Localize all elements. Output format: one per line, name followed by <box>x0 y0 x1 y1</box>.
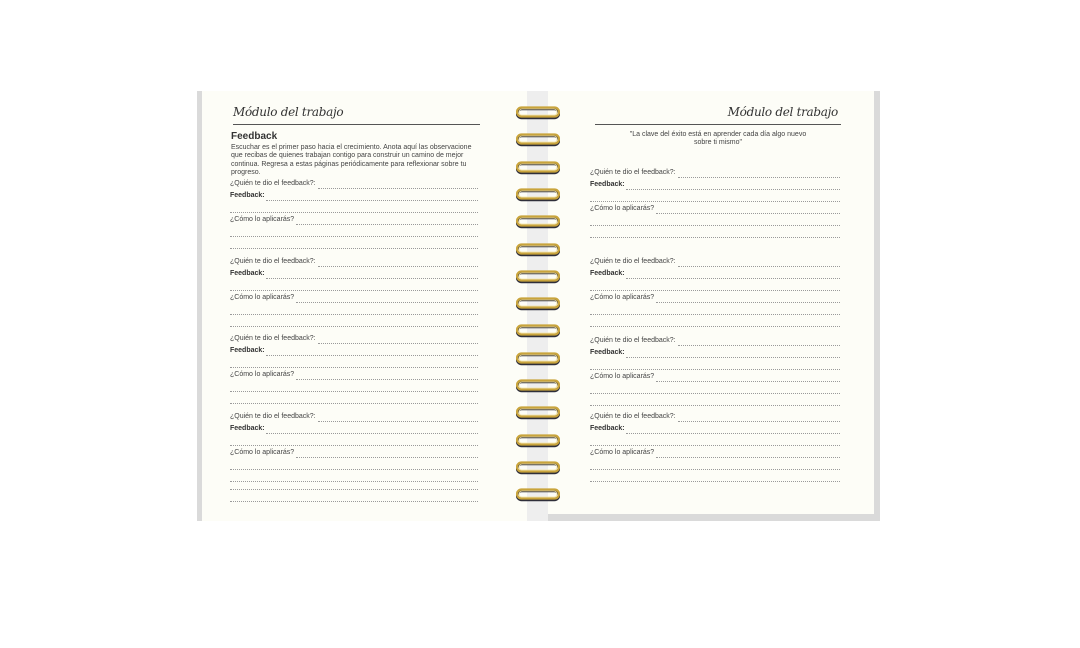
who-label: ¿Quién te dio el feedback?: <box>230 335 316 342</box>
feedback-answer-line[interactable] <box>230 445 478 446</box>
how-label: ¿Cómo lo aplicarás? <box>590 449 655 456</box>
who-answer-line[interactable] <box>318 343 478 344</box>
feedback-answer-line[interactable] <box>266 355 478 356</box>
quote-line: "La clave del éxito está en aprender cada día algo nuevo <box>629 131 807 138</box>
how-label: ¿Cómo lo aplicarás? <box>590 373 655 380</box>
how-label: ¿Cómo lo aplicarás? <box>230 371 295 378</box>
feedback-label: Feedback: <box>230 192 265 199</box>
intro-line: progreso. <box>231 168 261 176</box>
who-label: ¿Quién te dio el feedback?: <box>230 258 316 265</box>
how-answer-line[interactable] <box>656 381 840 382</box>
how-answer-line[interactable] <box>590 326 840 327</box>
quote-line: sobre ti mismo" <box>694 139 742 147</box>
spiral-ring <box>516 133 560 147</box>
spiral-ring <box>516 352 560 366</box>
who-label: ¿Quién te dio el feedback?: <box>230 180 316 187</box>
how-answer-line[interactable] <box>230 469 478 470</box>
extra-answer-line[interactable] <box>230 501 478 502</box>
how-answer-line[interactable] <box>590 405 840 406</box>
feedback-answer-line[interactable] <box>590 369 840 370</box>
spiral-ring <box>516 297 560 311</box>
how-answer-line[interactable] <box>230 248 478 249</box>
how-label: ¿Cómo lo aplicarás? <box>590 205 655 212</box>
feedback-answer-line[interactable] <box>230 290 478 291</box>
how-answer-line[interactable] <box>230 403 478 404</box>
how-answer-line[interactable] <box>656 302 840 303</box>
how-answer-line[interactable] <box>590 314 840 315</box>
spiral-ring <box>516 488 560 502</box>
feedback-answer-line[interactable] <box>266 433 478 434</box>
spiral-ring <box>516 215 560 229</box>
right-page <box>548 91 874 514</box>
who-answer-line[interactable] <box>678 177 840 178</box>
how-answer-line[interactable] <box>656 457 840 458</box>
how-answer-line[interactable] <box>590 225 840 226</box>
feedback-label: Feedback: <box>590 425 625 432</box>
intro-line: Escuchar es el primer paso hacia el crecimiento. Anota aquí las observacione <box>231 144 472 151</box>
who-answer-line[interactable] <box>318 421 478 422</box>
feedback-answer-line[interactable] <box>230 212 478 213</box>
module-title: Módulo del trabajo <box>233 105 344 119</box>
how-answer-line[interactable] <box>296 379 478 380</box>
how-answer-line[interactable] <box>656 213 840 214</box>
title-rule <box>233 124 480 125</box>
who-answer-line[interactable] <box>678 266 840 267</box>
how-label: ¿Cómo lo aplicarás? <box>230 216 295 223</box>
open-notebook <box>197 91 880 521</box>
intro-text <box>231 144 479 177</box>
spiral-ring <box>516 243 560 257</box>
feedback-answer-line[interactable] <box>230 367 478 368</box>
spiral-ring <box>516 434 560 448</box>
section-heading: Feedback <box>231 131 278 142</box>
who-label: ¿Quién te dio el feedback?: <box>230 413 316 420</box>
spiral-ring <box>516 188 560 202</box>
module-title: Módulo del trabajo <box>727 105 838 119</box>
spiral-ring <box>516 406 560 420</box>
how-label: ¿Cómo lo aplicarás? <box>230 294 295 301</box>
how-answer-line[interactable] <box>590 481 840 482</box>
spiral-ring <box>516 461 560 475</box>
feedback-answer-line[interactable] <box>626 189 840 190</box>
how-answer-line[interactable] <box>230 481 478 482</box>
feedback-label: Feedback: <box>590 270 625 277</box>
who-answer-line[interactable] <box>678 421 840 422</box>
how-answer-line[interactable] <box>296 457 478 458</box>
how-answer-line[interactable] <box>230 391 478 392</box>
who-answer-line[interactable] <box>318 266 478 267</box>
who-answer-line[interactable] <box>318 188 478 189</box>
feedback-answer-line[interactable] <box>590 290 840 291</box>
feedback-answer-line[interactable] <box>590 445 840 446</box>
how-label: ¿Cómo lo aplicarás? <box>230 449 295 456</box>
how-label: ¿Cómo lo aplicarás? <box>590 294 655 301</box>
how-answer-line[interactable] <box>590 469 840 470</box>
feedback-label: Feedback: <box>230 347 265 354</box>
spiral-ring <box>516 106 560 120</box>
feedback-answer-line[interactable] <box>626 278 840 279</box>
feedback-label: Feedback: <box>590 349 625 356</box>
who-label: ¿Quién te dio el feedback?: <box>590 413 676 420</box>
intro-line: que recibas de quienes trabajan contigo para construir un camino de mejor <box>231 152 464 160</box>
how-answer-line[interactable] <box>230 326 478 327</box>
feedback-answer-line[interactable] <box>266 200 478 201</box>
title-rule <box>595 124 841 125</box>
feedback-answer-line[interactable] <box>626 357 840 358</box>
how-answer-line[interactable] <box>230 314 478 315</box>
who-label: ¿Quién te dio el feedback?: <box>590 337 676 344</box>
spiral-ring <box>516 379 560 393</box>
how-answer-line[interactable] <box>590 237 840 238</box>
feedback-answer-line[interactable] <box>626 433 840 434</box>
spiral-ring <box>516 161 560 175</box>
how-answer-line[interactable] <box>590 393 840 394</box>
who-label: ¿Quién te dio el feedback?: <box>590 258 676 265</box>
spiral-ring <box>516 324 560 338</box>
feedback-label: Feedback: <box>230 270 265 277</box>
feedback-label: Feedback: <box>590 181 625 188</box>
feedback-answer-line[interactable] <box>590 201 840 202</box>
extra-answer-line[interactable] <box>230 489 478 490</box>
who-answer-line[interactable] <box>678 345 840 346</box>
how-answer-line[interactable] <box>230 236 478 237</box>
how-answer-line[interactable] <box>296 302 478 303</box>
quote <box>598 131 838 148</box>
spiral-ring <box>516 270 560 284</box>
intro-line: continua. Regresa a estas páginas periódicamente para reflexionar sobre tu <box>231 160 467 168</box>
how-answer-line[interactable] <box>296 224 478 225</box>
feedback-label: Feedback: <box>230 425 265 432</box>
feedback-answer-line[interactable] <box>266 278 478 279</box>
who-label: ¿Quién te dio el feedback?: <box>590 169 676 176</box>
left-page <box>202 91 527 521</box>
